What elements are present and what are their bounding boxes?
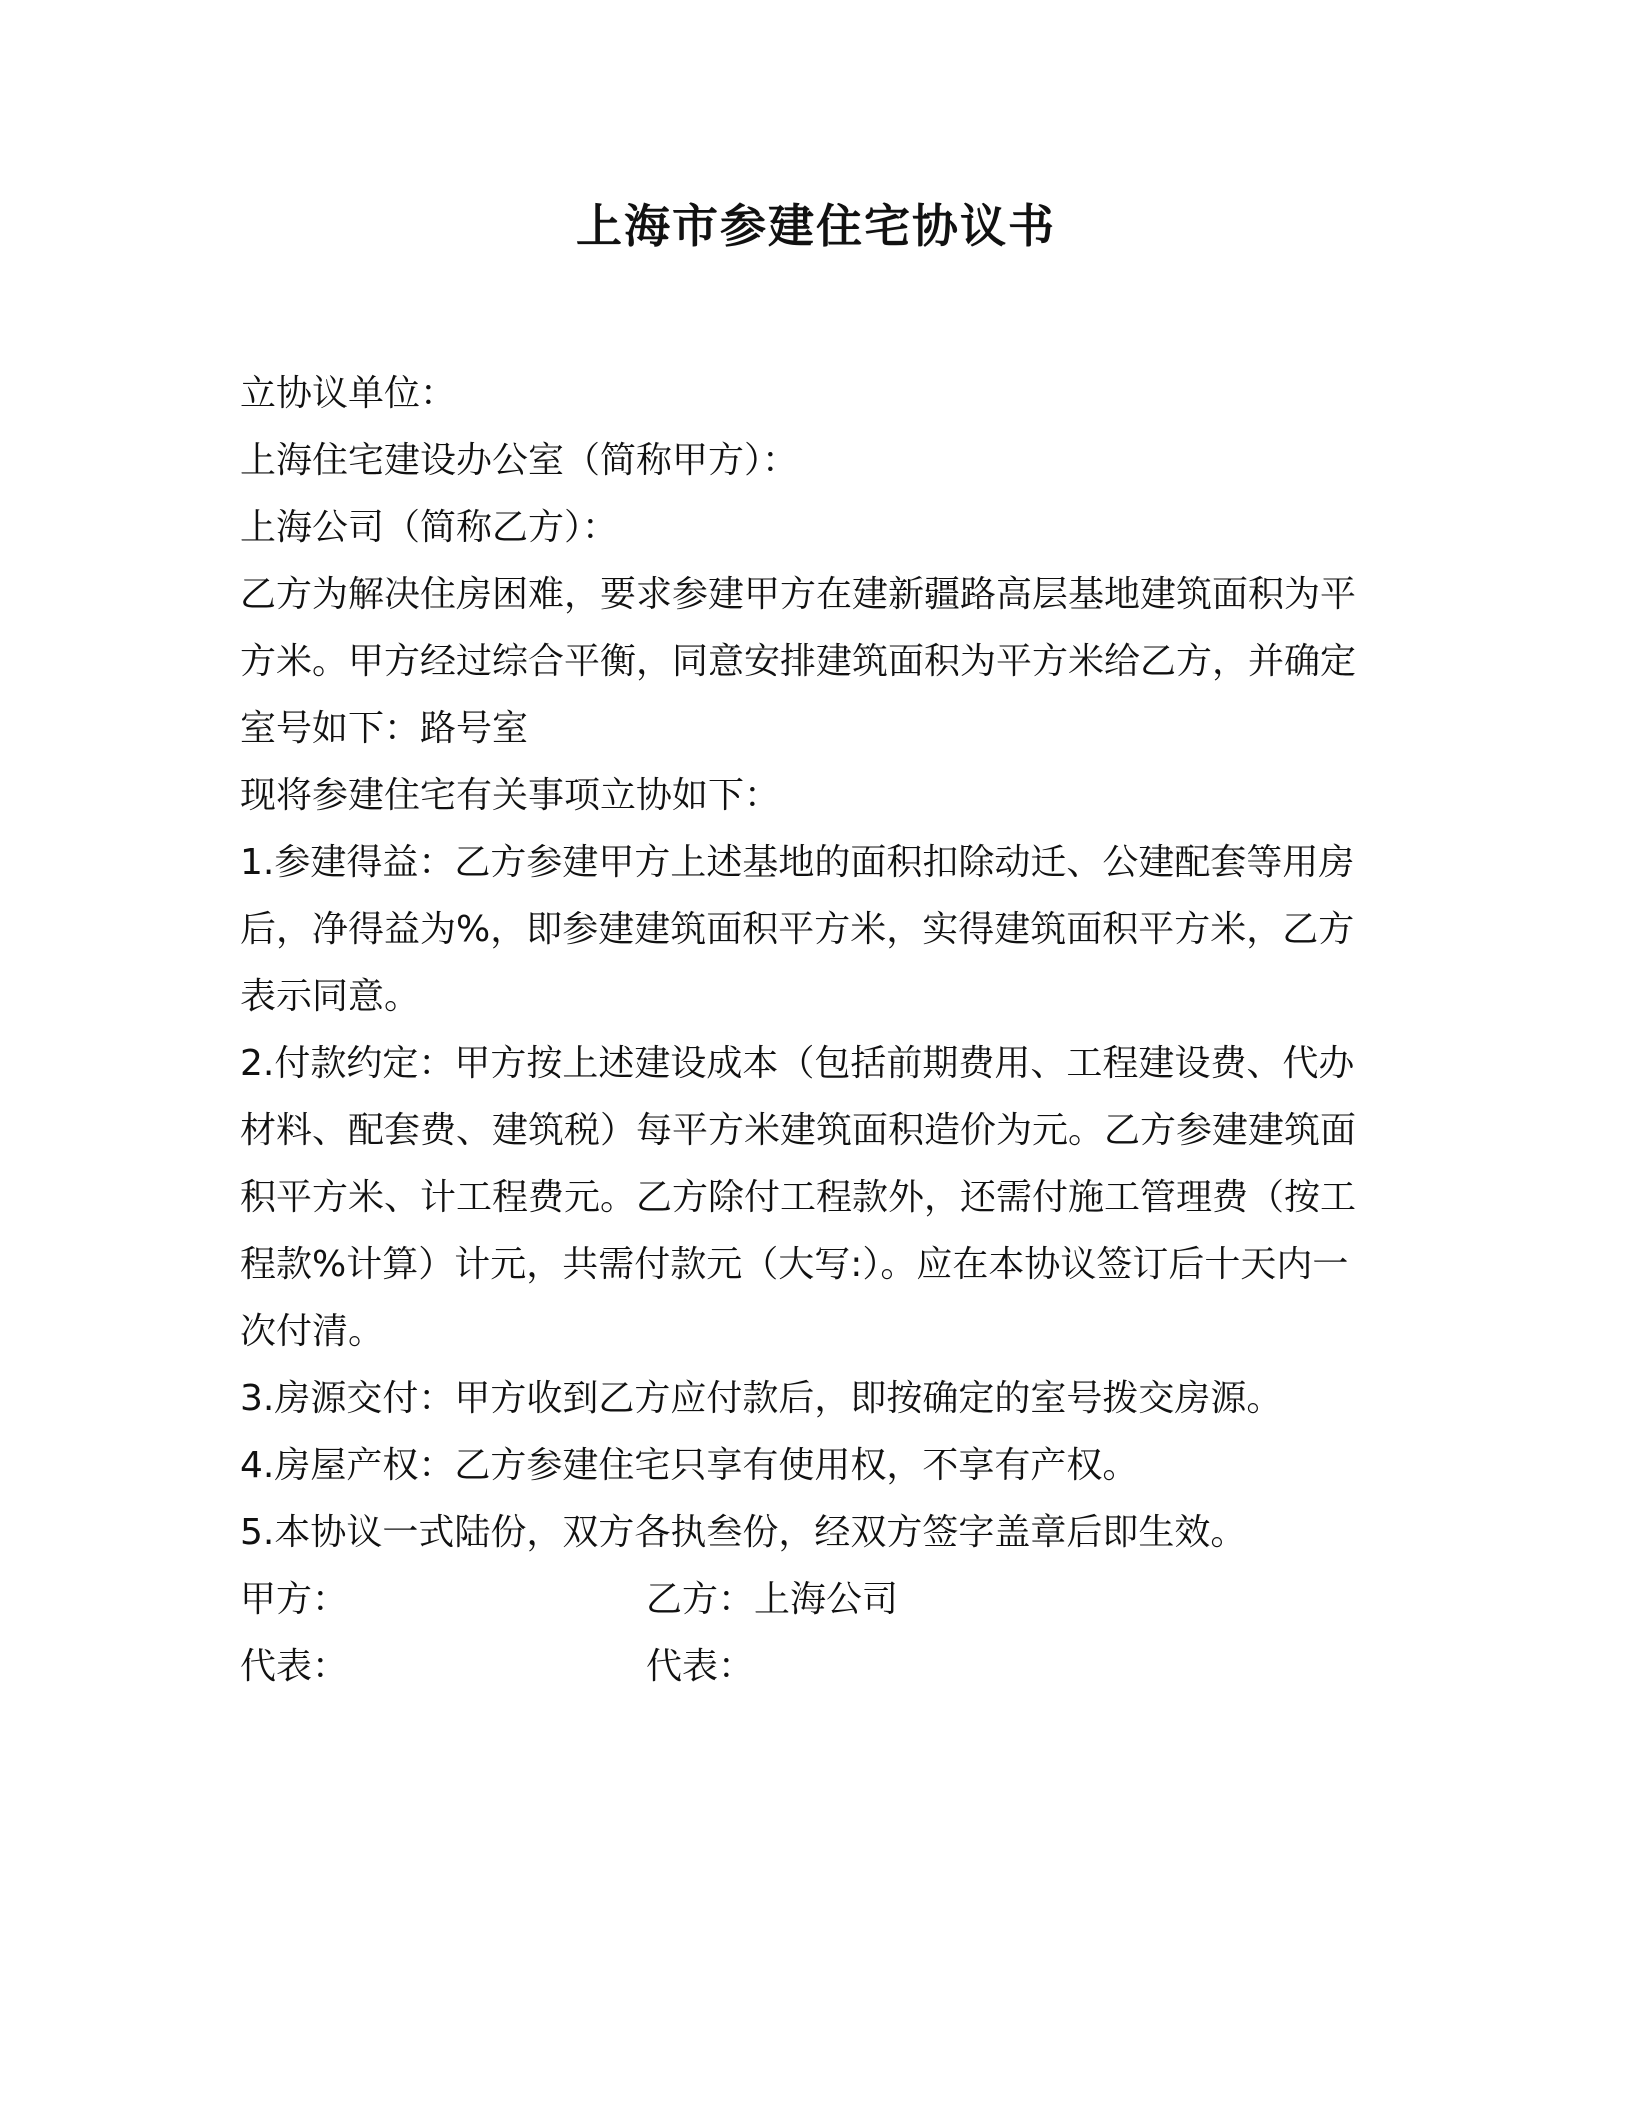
paragraph-line: 立协议单位： — [240, 373, 457, 414]
party-b-label: 乙方：上海公司 — [646, 1579, 899, 1620]
rep-b-label: 代表： — [646, 1646, 755, 1687]
paragraph-line: 上海住宅建设办公室（简称甲方）： — [240, 440, 799, 481]
paragraph-line: 后，净得益为%，即参建建筑面积平方米，实得建筑面积平方米，乙方 — [240, 909, 1355, 950]
paragraph-line: 程款%计算）计元，共需付款元（大写:）。应在本协议签订后十天内一 — [240, 1244, 1349, 1285]
paragraph-line: 材料、配套费、建筑税）每平方米建筑面积造价为元。乙方参建建筑面 — [240, 1110, 1357, 1151]
document-body — [240, 360, 1390, 1700]
rep-a-label: 代表： — [240, 1646, 349, 1687]
paragraph-line: 次付清。 — [240, 1311, 385, 1352]
paragraph-line: 现将参建住宅有关事项立协如下： — [240, 775, 781, 816]
paragraph-line: 室号如下：路号室 — [240, 708, 529, 749]
signature-row-representatives — [240, 1633, 1390, 1700]
party-a-label: 甲方： — [240, 1579, 349, 1620]
signature-row-parties — [240, 1566, 1390, 1633]
paragraph-line: 3.房源交付：甲方收到乙方应付款后，即按确定的室号拨交房源。 — [240, 1378, 1283, 1419]
paragraph-line: 5.本协议一式陆份，双方各执叁份，经双方签字盖章后即生效。 — [240, 1512, 1247, 1553]
document-title: 上海市参建住宅协议书 — [576, 199, 1056, 253]
paragraph-line: 上海公司（简称乙方）： — [240, 507, 619, 548]
paragraph-line: 方米。甲方经过综合平衡，同意安排建筑面积为平方米给乙方，并确定 — [240, 641, 1357, 682]
paragraph-line: 4.房屋产权：乙方参建住宅只享有使用权，不享有产权。 — [240, 1445, 1139, 1486]
paragraph-line: 1.参建得益：乙方参建甲方上述基地的面积扣除动迁、公建配套等用房 — [240, 842, 1355, 883]
paragraph-line: 积平方米、计工程费元。乙方除付工程款外，还需付施工管理费（按工 — [240, 1177, 1357, 1218]
paragraph-line: 2.付款约定：甲方按上述建设成本（包括前期费用、工程建设费、代办 — [240, 1043, 1355, 1084]
paragraph-line: 表示同意。 — [240, 976, 421, 1017]
paragraph-line: 乙方为解决住房困难，要求参建甲方在建新疆路高层基地建筑面积为平 — [240, 574, 1357, 615]
